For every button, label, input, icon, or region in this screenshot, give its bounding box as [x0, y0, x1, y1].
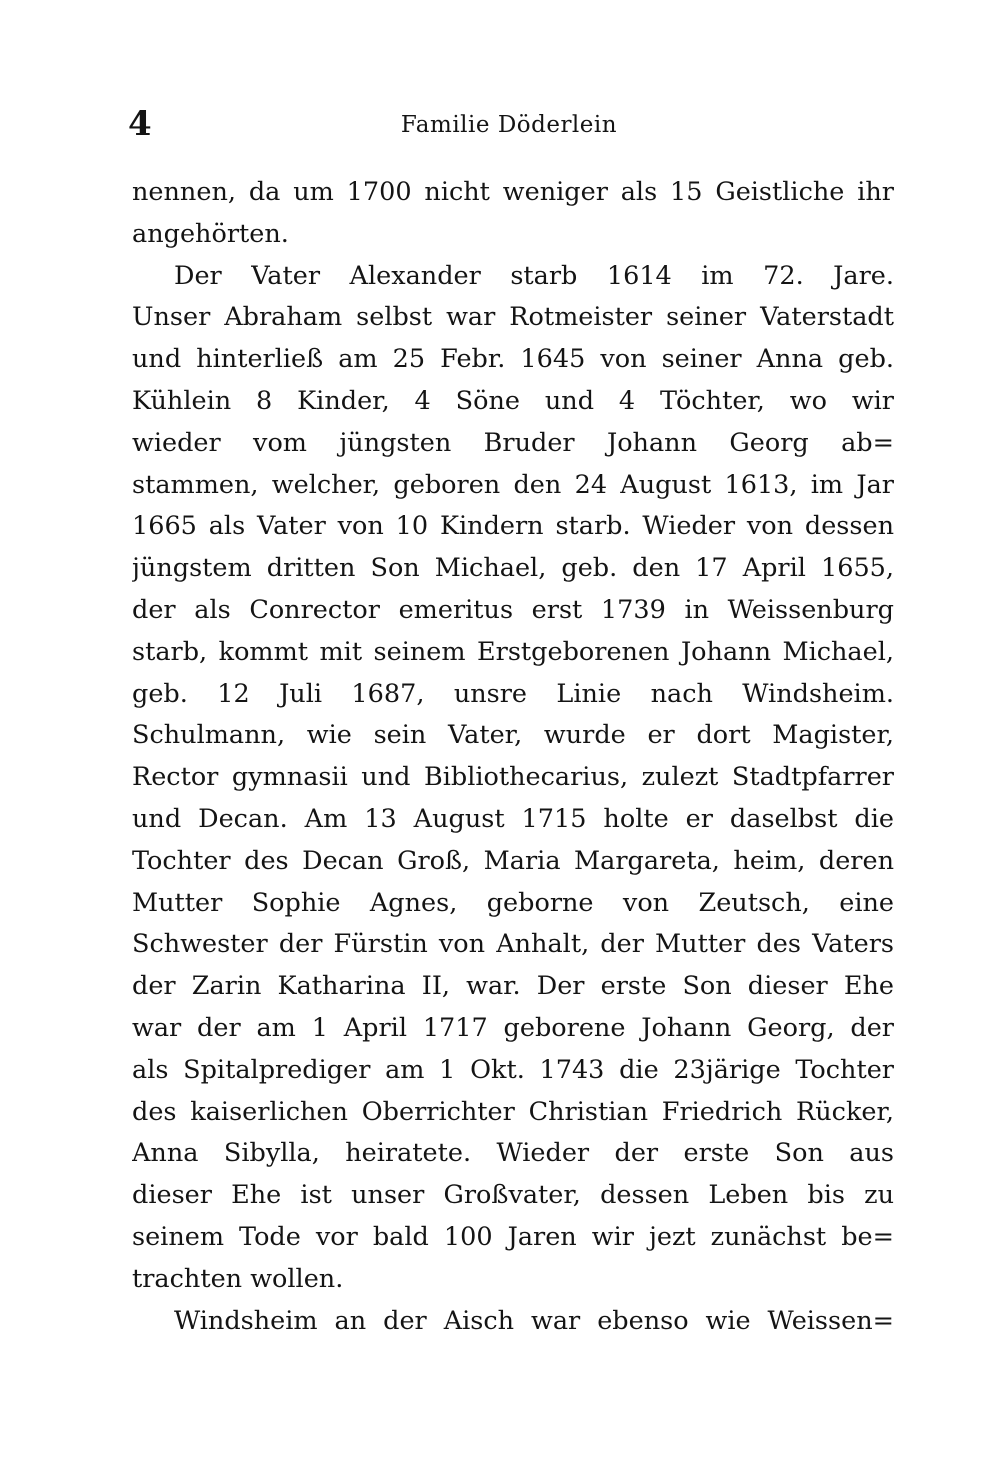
- body-text: [132, 172, 894, 1342]
- text-line: und Decan. Am 13 August 1715 holte er daselbst die: [132, 803, 894, 834]
- text-line: Unser Abraham selbst war Rotmeister seiner Vaterstadt: [132, 302, 894, 333]
- text-line: Schulmann, wie sein Vater, wurde er dort Magister,: [132, 720, 894, 751]
- text-line: starb, kommt mit seinem Erstgeborenen Johann Michael,: [132, 636, 894, 667]
- text-line: Tochter des Decan Groß, Maria Margareta, heim, deren: [132, 845, 894, 876]
- text-line: Anna Sibylla, heiratete. Wieder der erste Son aus: [132, 1138, 894, 1169]
- text-line: seinem Tode vor bald 100 Jaren wir jezt zunächst be=: [132, 1221, 894, 1252]
- text-line: Schwester der Fürstin von Anhalt, der Mutter des Vaters: [132, 929, 894, 960]
- text-line: des kaiserlichen Oberrichter Christian Friedrich Rücker,: [132, 1096, 894, 1127]
- text-line: trachten wollen.: [132, 1263, 344, 1294]
- text-line: Windsheim an der Aisch war ebenso wie Weissen=: [174, 1305, 894, 1336]
- text-line: Rector gymnasii und Bibliothecarius, zulezt Stadtpfarrer: [132, 762, 894, 793]
- text-line: geb. 12 Juli 1687, unsre Linie nach Windsheim.: [132, 678, 894, 709]
- text-line: Mutter Sophie Agnes, geborne von Zeutsch, eine: [132, 887, 894, 918]
- text-line: wieder vom jüngsten Bruder Johann Georg ab=: [132, 427, 894, 458]
- running-title: Familie Döderlein: [400, 112, 618, 138]
- text-line: angehörten.: [132, 218, 289, 249]
- text-line: und hinterließ am 25 Febr. 1645 von seiner Anna geb.: [132, 344, 894, 375]
- text-line: jüngstem dritten Son Michael, geb. den 17 April 1655,: [132, 553, 894, 584]
- text-line: als Spitalprediger am 1 Okt. 1743 die 23järige Tochter: [132, 1054, 894, 1085]
- text-line: stammen, welcher, geboren den 24 August 1613, im Jar: [132, 469, 894, 500]
- text-line: war der am 1 April 1717 geborene Johann Georg, der: [132, 1012, 894, 1043]
- page-header: [128, 104, 890, 154]
- text-line: der als Conrector emeritus erst 1739 in Weissenburg: [132, 594, 894, 625]
- text-line: nennen, da um 1700 nicht weniger als 15 Geistliche ihr: [132, 177, 894, 207]
- text-line: Kühlein 8 Kinder, 4 Söne und 4 Töchter, wo wir: [132, 385, 894, 416]
- text-line: 1665 als Vater von 10 Kindern starb. Wieder von dessen: [132, 511, 894, 542]
- text-line: dieser Ehe ist unser Großvater, dessen Leben bis zu: [132, 1180, 894, 1211]
- text-line: Der Vater Alexander starb 1614 im 72. Jare.: [174, 260, 894, 291]
- page-number: 4: [128, 104, 152, 144]
- text-line: der Zarin Katharina II, war. Der erste Son dieser Ehe: [132, 971, 894, 1002]
